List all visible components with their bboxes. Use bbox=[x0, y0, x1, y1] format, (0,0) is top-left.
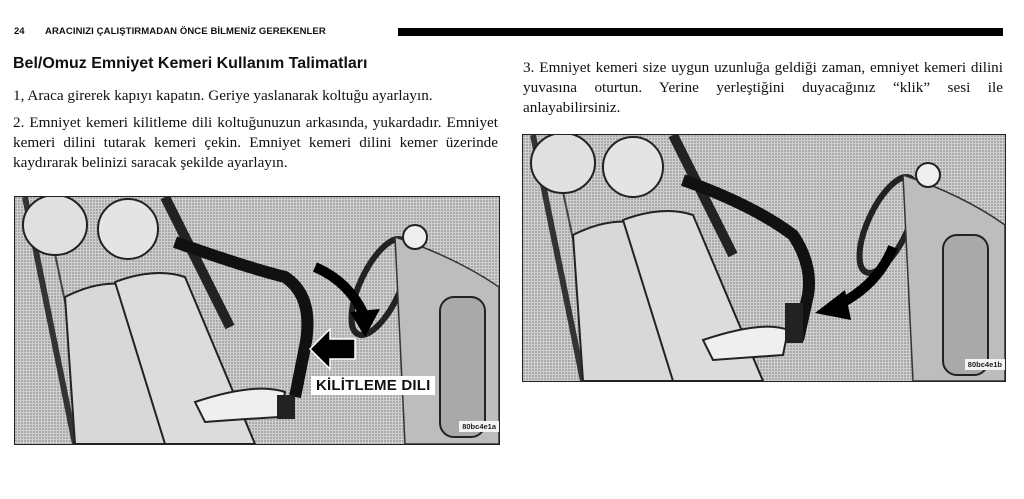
step-3-text: 3. Emniyet kemeri size uygun uzunluğa geldiği zaman, emniyet kemeri dilini yuvasına oturtun. Yerine yerleştiğini duyacağınız “klik” sesi ile anlayabilirsiniz. bbox=[523, 59, 1003, 116]
figure-code: 80bc4e1b bbox=[965, 359, 1005, 370]
header-rule bbox=[398, 28, 1003, 36]
figure-pull-belt bbox=[14, 196, 500, 445]
latch-plate-callout: KİLİTLEME DILI bbox=[311, 376, 435, 395]
section-title: Bel/Omuz Emniyet Kemeri Kullanım Talimatları bbox=[13, 55, 368, 72]
step-2-text: 2. Emniyet kemeri kilitleme dili koltuğunuzun arkasında, yukardadır. Emniyet kemeri dilini tutarak kemeri çekin. Emniyet kemeri dilini kemer üzerinde kaydırarak belinizi saracak şekilde ayarlayın. bbox=[13, 114, 498, 171]
seat-belt-illustration bbox=[15, 197, 499, 444]
page-number: 24 bbox=[14, 26, 25, 37]
figure-code: 80bc4e1a bbox=[459, 421, 499, 432]
step-1 bbox=[13, 86, 498, 106]
figure-insert-buckle bbox=[522, 134, 1006, 382]
step-3 bbox=[523, 58, 1003, 118]
step-2 bbox=[13, 113, 498, 173]
step-1-text: 1, Araca girerek kapıyı kapatın. Geriye yaslanarak koltuğu ayarlayın. bbox=[13, 87, 433, 104]
chapter-title: ARACINIZI ÇALIŞTIRMADAN ÖNCE BİLMENİZ GEREKENLER bbox=[45, 26, 326, 37]
buckle-illustration bbox=[523, 135, 1005, 381]
